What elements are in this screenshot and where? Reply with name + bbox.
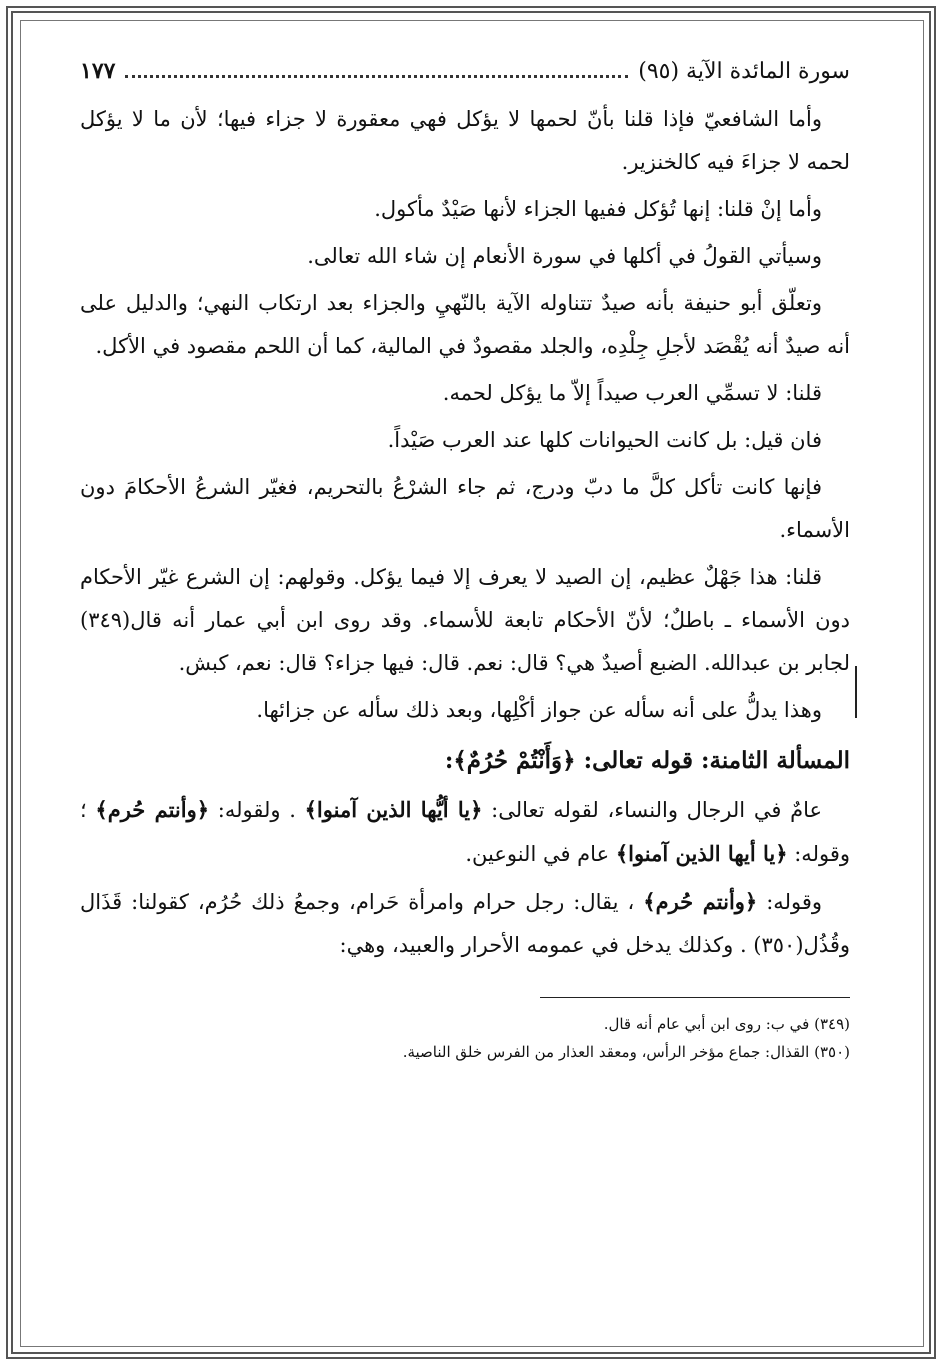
- p11-text-2: ، يقال: رجل حرام وامرأة حَرام، وجمعُ ذلك حُرُم، كقولنا: قَذَال وقُذُل(٣٥٠) . وكذلك يدخل في عمومه الأحرار والعبيد، وهي:: [80, 890, 850, 957]
- margin-bar: [855, 666, 857, 718]
- heading-label: المسألة الثامنة: قوله تعالى:: [583, 747, 850, 774]
- header-title: سورة المائدة الآية (٩٥): [638, 59, 850, 84]
- running-header: [80, 58, 850, 98]
- p10-quote-1: ﴿يا أيُّها الذين آمنوا﴾: [304, 797, 483, 822]
- footnote-350: (٣٥٠) القذال: جماع مؤخر الرأس، ومعقد العذار من الفرس خلق الناصية.: [402, 1043, 850, 1061]
- page-number: ١٧٧: [80, 58, 116, 84]
- paragraph-10: [80, 788, 850, 876]
- paragraph-2: وأما إنْ قلنا: إنها تُؤكل ففيها الجزاء لأنها صَيْدٌ مأكول.: [374, 197, 822, 221]
- paragraph-6: فان قيل: بل كانت الحيوانات كلها عند العرب صَيْداً.: [387, 428, 822, 452]
- p10-quote-3: ﴿يا أيها الذين آمنوا﴾: [615, 841, 788, 866]
- heading-quote: ﴿وَأَنْتُمْ حُرُمٌ﴾:: [444, 747, 576, 774]
- p10-quote-2: ﴿وأنتم حُرم﴾: [95, 797, 210, 822]
- p10-text-4: عام في النوعين.: [465, 842, 610, 866]
- footnote-349: (٣٤٩) في ب: روى ابن أبي عام أنه قال.: [603, 1015, 850, 1033]
- p11-quote-1: ﴿وأنتم حُرم﴾: [643, 889, 758, 914]
- paragraph-8: قلنا: هذا جَهْلٌ عظيم، إن الصيد لا يعرف إلا فيما يؤكل. وقولهم: إن الشرع غيّر الأحكام دون الأسماء ـ باطلٌ؛ لأنّ الأحكام تابعة للأسماء. وقد روى ابن أبي عمار أنه قال(٣٤٩) لجابر بن عبدالله. الضبع أصيدٌ هي؟ قال: نعم. قال: فيها جزاء؟ قال: نعم، كبش.: [80, 565, 850, 675]
- p11-text-1: وقوله:: [766, 890, 822, 914]
- paragraph-4: وتعلّق أبو حنيفة بأنه صيدٌ تتناوله الآية بالنّهيِ والجزاء بعد ارتكاب النهي؛ والدليل على أنه صيدٌ أنه يُقْصَد لأجلِ جِلْدِه، والجلد مقصودٌ في المالية، كما أن اللحم مقصود في الأكل.: [80, 291, 850, 358]
- paragraph-1: وأما الشافعيّ فإذا قلنا بأنّ لحمها لا يؤكل فهي معقورة لا جزاء فيها؛ لأن ما لا يؤكل لحمه لا جزاءَ فيه كالخنزير.: [80, 107, 850, 174]
- p10-text-3: ؛ وقوله:: [80, 798, 850, 866]
- paragraph-5: قلنا: لا تسمِّي العرب صيداً إلاّ ما يؤكل لحمه.: [442, 381, 822, 405]
- paragraph-9: وهذا يدلُّ على أنه سأله عن جواز أكْلِها، وبعد ذلك سأله عن جزائها.: [256, 698, 822, 722]
- paragraph-7: فإنها كانت تأكل كلَّ ما دبّ ودرج، ثم جاء الشرْعُ بالتحريم، فغيّر الشرعُ الأحكامَ دون الأسماء.: [80, 475, 850, 542]
- paragraph-3: وسيأتي القولُ في أكلها في سورة الأنعام إن شاء الله تعالى.: [307, 244, 822, 268]
- p10-text-2: . ولقوله:: [217, 798, 296, 822]
- page-content: [80, 58, 850, 1066]
- header-leader-dots: [125, 63, 628, 78]
- section-heading: [80, 738, 850, 784]
- footnote-separator: [540, 997, 850, 998]
- p10-text-1: عامٌ في الرجال والنساء، لقوله تعالى:: [491, 798, 822, 822]
- paragraph-11: [80, 880, 850, 967]
